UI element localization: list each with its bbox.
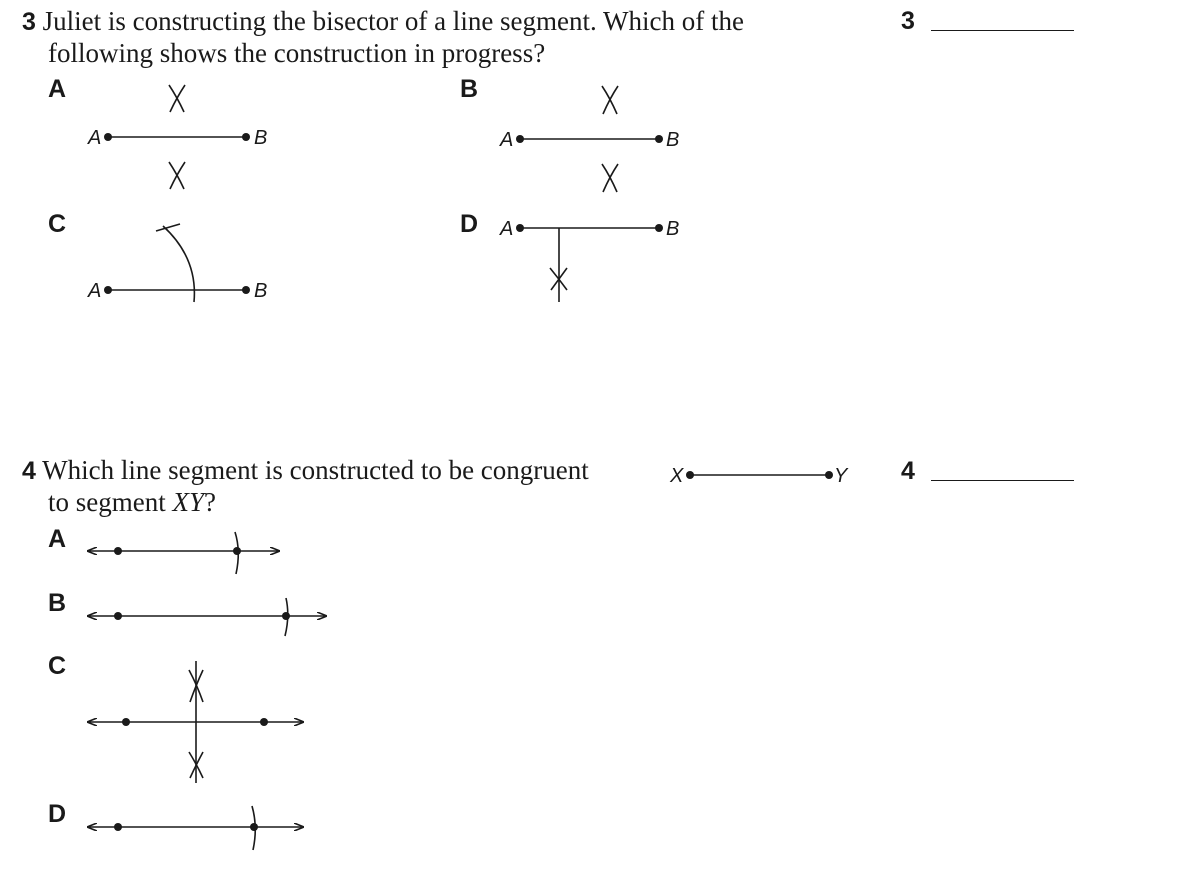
q3c-label-b: B — [254, 280, 268, 302]
q3b-point-a — [516, 135, 524, 143]
q3a-label-a: A — [88, 127, 102, 149]
q4-option-c-letter[interactable]: C — [48, 652, 67, 680]
q4c-point-right — [260, 718, 268, 726]
q4-prompt-line2-prefix: to segment — [48, 487, 173, 517]
q3b-point-b — [655, 135, 663, 143]
q4-option-a-figure — [88, 532, 279, 574]
q3a-arc-mark-top — [169, 85, 185, 112]
q4-option-a-letter[interactable]: A — [48, 525, 67, 553]
q3b-label-b: B — [666, 129, 680, 151]
q4-option-c-figure — [88, 661, 303, 783]
q4-option-d-figure — [88, 806, 303, 850]
q3b-arc-mark-top — [602, 86, 618, 114]
q3-option-a-letter[interactable]: A — [48, 75, 67, 103]
q3b-arc-mark-bottom — [602, 164, 618, 192]
q3a-point-b — [242, 133, 250, 141]
q3-option-a-figure — [104, 85, 250, 189]
q4-option-d-letter[interactable]: D — [48, 800, 67, 828]
q3-option-d-letter[interactable]: D — [460, 210, 479, 238]
q4b-point-left — [114, 612, 122, 620]
q3-answer-number: 3 — [901, 7, 915, 35]
q3-option-c-figure — [104, 224, 250, 302]
q3-number: 3 — [22, 8, 36, 36]
q4b-point-right — [282, 612, 290, 620]
q3c-point-a — [104, 286, 112, 294]
q4a-point-right — [233, 547, 241, 555]
q3-option-d-figure — [516, 224, 663, 302]
q3-prompt-line1: Juliet is constructing the bisector of a line segment. Which of the — [42, 6, 744, 36]
q4-number: 4 — [22, 457, 36, 485]
q3d-point-b — [655, 224, 663, 232]
q4-option-b-letter[interactable]: B — [48, 589, 67, 617]
q3-prompt-line2: following shows the construction in progress? — [48, 38, 546, 68]
q4-option-b-figure — [88, 598, 326, 636]
q3c-point-b — [242, 286, 250, 294]
q4-label-y: Y — [834, 465, 848, 487]
q3d-label-b: B — [666, 218, 680, 240]
q4-point-y — [825, 471, 833, 479]
q4-answer-number: 4 — [901, 457, 915, 485]
q3a-point-a — [104, 133, 112, 141]
q3d-label-a: A — [500, 218, 514, 240]
q3-option-c-letter[interactable]: C — [48, 210, 67, 238]
q3a-arc-mark-bottom — [169, 162, 185, 189]
q4-prompt-line2-suffix: ? — [204, 487, 216, 517]
q4d-point-left — [114, 823, 122, 831]
q3b-label-a: A — [500, 129, 514, 151]
q4-label-x: X — [670, 465, 684, 487]
q4a-point-left — [114, 547, 122, 555]
q4-point-x — [686, 471, 694, 479]
q4-reference-segment — [686, 471, 833, 479]
q4-prompt-line1: Which line segment is constructed to be congruent — [42, 455, 589, 485]
q4-prompt-segment-name: XY — [172, 487, 204, 517]
q4c-point-left — [122, 718, 130, 726]
q3c-label-a: A — [88, 280, 102, 302]
q3-option-b-figure — [516, 86, 663, 192]
q4d-point-right — [250, 823, 258, 831]
q3a-label-b: B — [254, 127, 268, 149]
q3d-point-a — [516, 224, 524, 232]
q3-option-b-letter[interactable]: B — [460, 75, 479, 103]
